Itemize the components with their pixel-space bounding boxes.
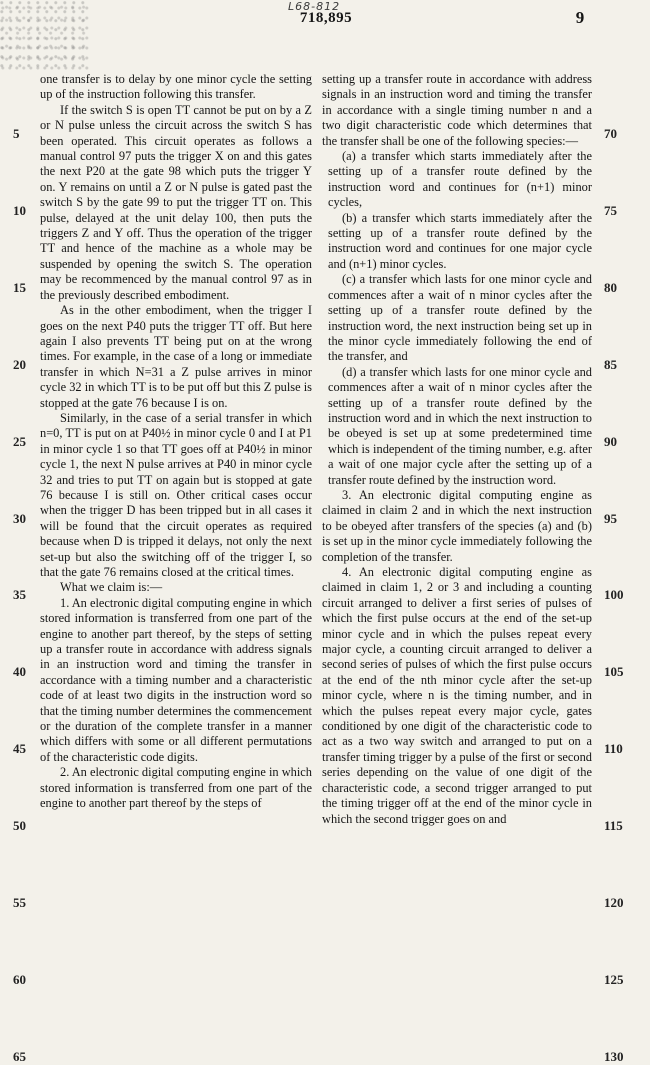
- right-column: [322, 72, 592, 827]
- line-number: 105: [604, 664, 624, 680]
- paragraph: (c) a transfer which lasts for one minor cycle and commences after a wait of n minor cycles after the setting up of a transfer route defined by the instruction word, the next instruction being set up in the minor cycle immediately following the end of the transfer, and: [328, 272, 592, 364]
- line-number: 20: [13, 356, 26, 372]
- paragraph: 2. An electronic digital computing engine in which stored information is transferred from one part of the engine to another part thereof by the steps of: [40, 765, 312, 811]
- line-number: 90: [604, 433, 617, 449]
- paragraph: setting up a transfer route in accordance with address signals in an instruction word and timing the transfer in accordance with a single timing number n and a two digit characteristic code which determines that the transfer shall be one of the following species:—: [322, 72, 592, 148]
- paragraph: (b) a transfer which starts immediately after the setting up of a transfer route defined by the instruction word and continues for one major cycle and (n+1) minor cycles.: [328, 210, 592, 271]
- line-number: 95: [604, 510, 617, 526]
- paragraph: What we claim is:—: [60, 580, 163, 595]
- paragraph: (a) a transfer which starts immediately after the setting up of a transfer route defined by the instruction word and continues for (n+1) minor cycles,: [328, 149, 592, 210]
- paragraph: one transfer is to delay by one minor cycle the setting up of the instruction following this transfer.: [40, 72, 312, 102]
- paragraph: If the switch S is open TT cannot be put on by a Z or N pulse unless the circuit across the switch S has been operated. This circuit operates as follows a manual control 97 puts the trigger X on and this gates the next P20 at the gate 98 which puts the trigger Y on. Y remains on until a Z or N pulse is gated past the switch S by the gate 99 to put the trigger TT on. This pulse, delayed at the unit delay 100, then puts the triggers Z and Y off. Thus the operation of the trigger TT and hence of the machine as a whole may be suspended by opening the switch S. The operation may be recommenced by the manual control 97 as in the previously described embodiment.: [40, 102, 312, 302]
- line-number: 120: [604, 895, 624, 910]
- line-number: 15: [13, 279, 26, 295]
- line-number: 5: [13, 126, 20, 141]
- line-number: 125: [604, 971, 624, 987]
- left-column: [40, 72, 312, 812]
- archive-stamp: L68-812: [288, 0, 341, 13]
- line-number: 30: [13, 510, 26, 526]
- paragraph: 3. An electronic digital computing engine as claimed in claim 2 and in which the next instruction to be obeyed after transfers of the species (a) and (b) is set up in the minor cycle immediately following the completion of the transfer.: [322, 487, 592, 564]
- line-number: 75: [604, 202, 617, 218]
- line-number: 60: [13, 971, 26, 987]
- paragraph: 4. An electronic digital computing engine as claimed in claim 1, 2 or 3 and including a counting circuit arranged to deliver a first series of pulses of which the first pulse occurs at the end of the set-up minor cycle and in which the pulses repeat every major cycle, a counting circuit arranged to deliver a second series of pulses of which the first pulse occurs at the end of the nth minor cycle after the set-up minor cycle, where n is the timing number, and in which the pulses repeat every major cycle, gates conditioned by one digit of the characteristic code to act as a two way switch and arranged to put on a transfer timing trigger by a pulse of the first or second series depending on the value of one digit of the characteristic code, a second trigger arranged to put the timing trigger off at the end of the minor cycle in which the second trigger goes on and: [322, 565, 592, 826]
- line-number: 55: [13, 895, 26, 910]
- patent-number: 718,895: [299, 10, 353, 26]
- line-number: 70: [604, 126, 617, 141]
- paragraph: (d) a transfer which lasts for one minor cycle and commences after a wait of n minor cycles after the setting up of a transfer route defined by the instruction word and in which the next instruction to be obeyed is set up at some predetermined time which is independent of the timing number, e.g. after a wait of one major cycle after the setting up of a transfer route defined by the instruction word.: [328, 364, 592, 487]
- page-number: 9: [575, 8, 585, 27]
- line-number: 40: [13, 664, 26, 680]
- line-number: 65: [13, 1048, 26, 1064]
- paragraph: Similarly, in the case of a serial transfer in which n=0, TT is put on at P40½ in minor cycle 0 and I at P1 in minor cycle 1 so that TT goes off at P40½ in minor cycle 1, the next N pulse arrives at P40 in minor cycle 32 and tries to put TT on again but is stopped at gate 76 because I is still on. Other critical cases occur when the trigger D has been tripped but in all cases it will be found that the circuit operates as required because when D is tripped it delays, not only the next set-up but also the switching off of the trigger I, so that the gate 76 remains closed at the critical times.: [40, 410, 312, 579]
- line-number: 25: [13, 433, 26, 449]
- line-number: 10: [13, 202, 26, 218]
- line-number: 80: [604, 279, 617, 295]
- scan-speckle: [0, 0, 90, 70]
- line-number: 45: [13, 741, 26, 757]
- line-number: 130: [604, 1048, 624, 1064]
- paragraph: As in the other embodiment, when the trigger I goes on the next P40 puts the trigger TT off. But here again I also prevents TT being put on at the wrong times. For example, in the case of a long or immediate transfer in which N=31 a Z pulse arrives in minor cycle 32 in which TT is to be put off but this Z pulse is stopped at the gate 76 because I is on.: [40, 303, 312, 410]
- line-number: 35: [13, 587, 26, 603]
- line-number: 115: [604, 818, 623, 834]
- paragraph: 1. An electronic digital computing engine in which stored information is transferred from one part of the engine to another part thereof, by the steps of setting up a transfer route in accordance with address signals in an instruction word and timing the transfer in accordance with a timing number and a characteristic code of at least two digits in the instruction word so that the timing number determines the commencement or the duration of the complete transfer in a manner which differs with some or all different permutations of the characteristic code digits.: [40, 595, 312, 764]
- line-number: 100: [604, 587, 624, 603]
- line-number: 110: [604, 741, 623, 757]
- line-number: 85: [604, 356, 617, 372]
- line-number: 50: [13, 818, 26, 834]
